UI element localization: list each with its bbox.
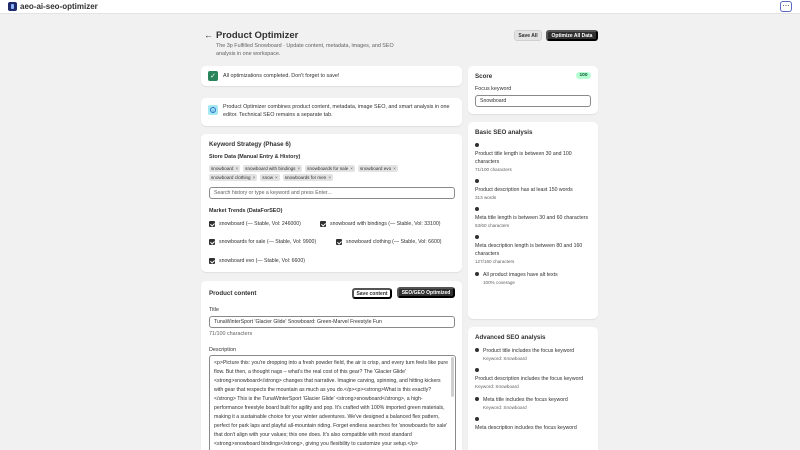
page-title: Product Optimizer [216, 30, 299, 41]
keyword-strategy-title: Keyword Strategy (Phase 6) [209, 141, 291, 148]
status-dot-icon [475, 397, 479, 401]
success-message: All optimizations completed. Don't forget to save! [223, 73, 340, 79]
keyword-tag[interactable]: snowboard × [211, 166, 239, 171]
status-dot-icon [475, 348, 479, 352]
checkbox-checked-icon[interactable] [209, 239, 215, 245]
keyword-tag[interactable]: snowboard clothing × [211, 175, 256, 180]
remove-tag-icon[interactable]: × [252, 175, 256, 180]
seo-check-item: All product images have alt texts 100% coverage [475, 271, 593, 286]
seo-optimize-button[interactable]: SEO/GEO Optimized [397, 287, 455, 298]
focus-keyword-label: Focus keyword [475, 86, 512, 92]
description-field-label: Description [209, 347, 236, 353]
trend-checkbox[interactable]: snowboard clothing (— Stable, Vol: 6600) [336, 239, 441, 245]
trend-checkbox[interactable]: snowboard (— Stable, Vol: 246000) [209, 221, 301, 227]
checkbox-checked-icon[interactable] [209, 221, 215, 227]
product-title-input[interactable] [209, 316, 455, 328]
more-actions-button[interactable]: ⋯ [780, 1, 792, 12]
keyword-search-input[interactable] [209, 187, 455, 199]
status-dot-icon [475, 272, 479, 276]
remove-tag-icon[interactable]: × [393, 166, 396, 171]
market-trends-label: Market Trends (DataForSEO) [209, 208, 283, 214]
status-dot-icon [475, 235, 479, 239]
app-name: aeo-ai-seo-optimizer [20, 2, 98, 11]
seo-check-item: Product description has at least 150 words 313 words [475, 179, 593, 201]
trend-checkbox[interactable]: snowboard with bindings (— Stable, Vol: 33100) [320, 221, 440, 227]
keyword-tag[interactable]: snowboards for men × [284, 175, 332, 180]
info-icon: i [208, 105, 218, 115]
advanced-seo-list [475, 347, 593, 438]
status-dot-icon [475, 207, 479, 211]
checkbox-checked-icon[interactable] [336, 239, 342, 245]
status-dot-icon [475, 179, 479, 183]
remove-tag-icon[interactable]: × [235, 166, 239, 171]
title-field-label: Title [209, 307, 219, 313]
description-textarea[interactable]: <p>Picture this: you're dropping into a fresh powder field, the air is crisp, and every turn feels like pure flow. But then, a thought nags – what's the real cost of this gear? The 'Glacier Glide' <strong>snowboard</strong> changes that narrative. Imagine carving, spinning, and hitting kickers with gear that respects the mountain as much as you do.</p><p><strong>What is this exactly?</strong> This is the TunaWinterSport 'Glacier Glide' <strong>snowboard</strong>, a high-performance freestyle board built for agility and pop. It's crafted with 100% imported green materials, making it a sustainable choice for your winter adventures. We've designed a balanced flex pattern, perfect for park laps and playful all-mountain riding. Forget endless searches for 'snowboards for sale' that don't align with your values; this one does. It's also compatible with most standard <strong>snowboard bindings</strong>, giving you flexibility to customize your setup.</p> [209, 355, 456, 450]
trend-checkbox[interactable]: snowboards for sale (— Stable, Vol: 9900) [209, 239, 316, 245]
seo-check-item: Product title length is between 30 and 100 characters 71/100 characters [475, 143, 593, 173]
trend-checkbox[interactable]: snowboard evo (— Stable, Vol: 6600) [209, 258, 305, 264]
advanced-seo-title: Advanced SEO analysis [475, 334, 546, 341]
status-dot-icon [475, 417, 479, 421]
title-char-count: 71/100 characters [209, 331, 253, 337]
keyword-tag-list [209, 165, 429, 181]
basic-seo-list [475, 142, 593, 292]
seo-check-item: Product title includes the focus keyword Keyword: Snowboard [475, 347, 593, 362]
score-title: Score [475, 73, 493, 80]
textarea-scrollbar[interactable] [451, 357, 454, 397]
check-icon: ✓ [208, 71, 218, 81]
save-all-button[interactable]: Save All [514, 30, 542, 41]
status-dot-icon [475, 368, 479, 372]
remove-tag-icon[interactable]: × [275, 175, 278, 180]
seo-check-item: Product description includes the focus keyword Keyword: Snowboard [475, 368, 593, 390]
optimize-all-button[interactable]: Optimize All Data [546, 30, 598, 41]
seo-check-item: Meta description includes the focus keyword [475, 417, 593, 432]
save-content-button[interactable]: Save content [352, 288, 392, 299]
back-arrow-icon[interactable]: ← [204, 30, 213, 40]
product-content-title: Product content [209, 290, 257, 297]
seo-check-item: Meta title includes the focus keyword Keyword: Snowboard [475, 396, 593, 411]
app-logo-icon [8, 2, 17, 11]
keyword-tag[interactable]: snowboard with bindings × [245, 166, 301, 171]
info-banner [201, 98, 462, 126]
store-data-label: Store Data (Manual Entry & History) [209, 154, 301, 160]
keyword-tag[interactable]: snowboard evo × [359, 166, 396, 171]
seo-check-item: Meta title length is between 30 and 60 characters 53/60 characters [475, 207, 593, 229]
checkbox-checked-icon[interactable] [209, 258, 215, 264]
keyword-tag[interactable]: snow × [262, 175, 278, 180]
status-dot-icon [475, 143, 479, 147]
checkbox-checked-icon[interactable] [320, 221, 326, 227]
score-badge: 100 [576, 72, 591, 79]
seo-check-item: Meta description length is between 80 and 160 characters 127/160 characters [475, 235, 593, 265]
remove-tag-icon[interactable]: × [328, 175, 332, 180]
success-banner [201, 66, 462, 86]
remove-tag-icon[interactable]: × [297, 166, 301, 171]
info-message: Product Optimizer combines product content, metadata, image SEO, and smart analysis in one editor. Technical SEO remains a separate tab. [223, 104, 450, 118]
basic-seo-title: Basic SEO analysis [475, 129, 533, 136]
keyword-tag[interactable]: snowboards for sale × [307, 166, 353, 171]
focus-keyword-input[interactable] [475, 95, 591, 107]
page-subtitle: The 3p Fulfilled Snowboard · Update content, metadata, images, and SEO analysis in one workspace. [216, 43, 394, 57]
app-top-bar [0, 0, 800, 14]
remove-tag-icon[interactable]: × [350, 166, 353, 171]
